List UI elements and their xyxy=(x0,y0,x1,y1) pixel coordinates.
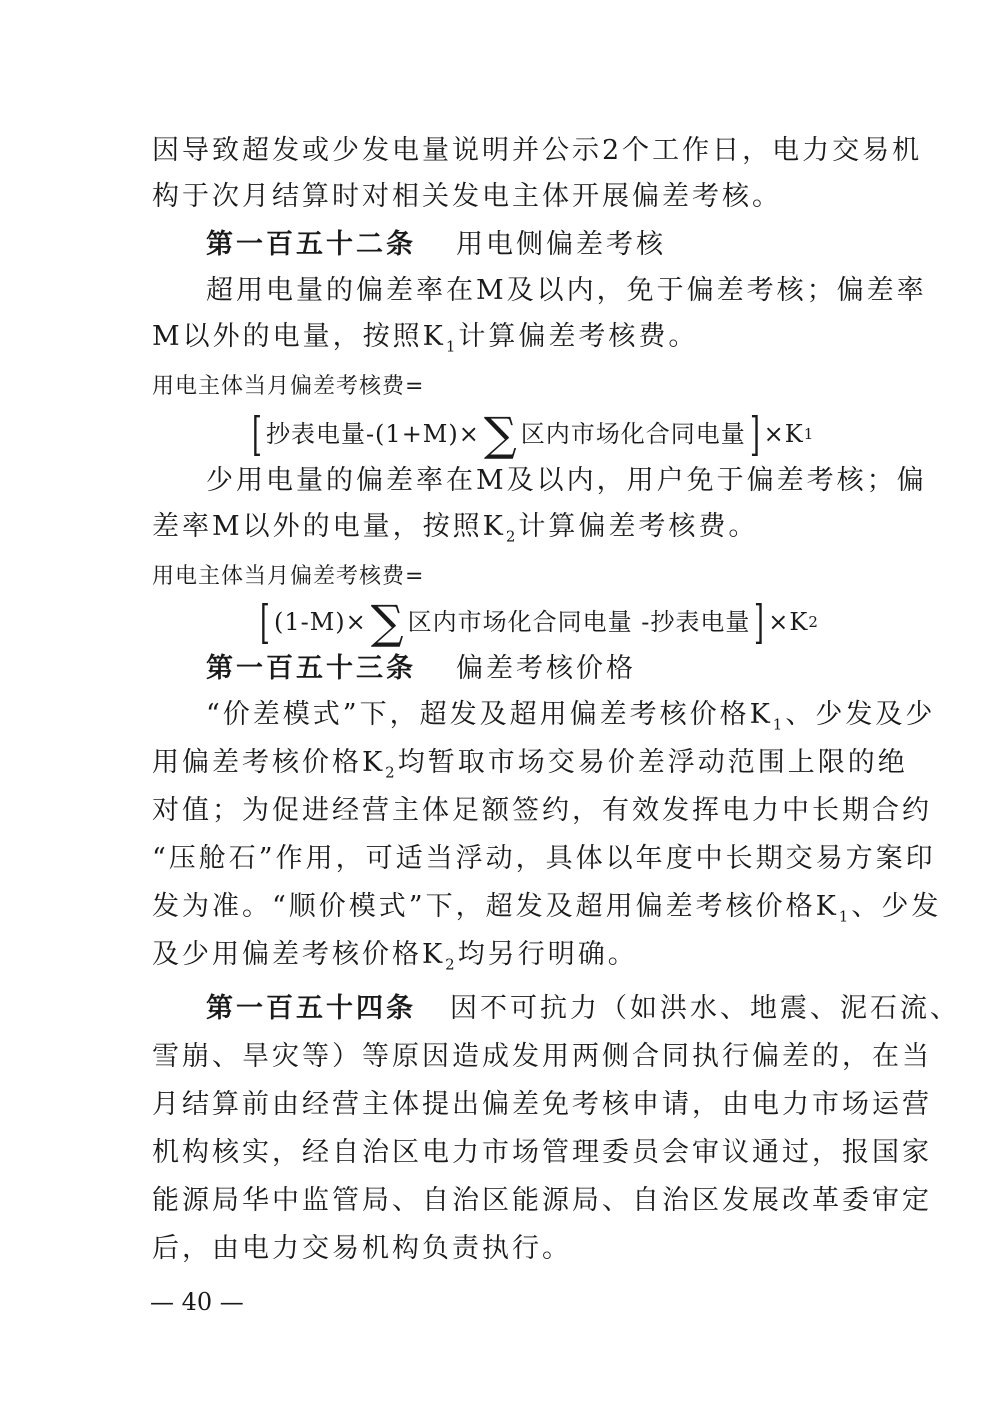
right-bracket: ] xyxy=(754,595,765,649)
text: 及少用偏差考核价格K xyxy=(152,939,446,970)
text: 因导致超发或少发电量说明并公示2个工作日，电力交易机 xyxy=(152,135,923,166)
text: 用电主体当月偏差考核费= xyxy=(152,564,425,589)
subscript: 1 xyxy=(772,715,786,734)
paragraph-line xyxy=(152,932,852,978)
paragraph-line xyxy=(206,268,927,314)
text: 对值；为促进经营主体足额签约，有效发挥电力中长期合约 xyxy=(152,795,932,826)
page-number: — 40 — xyxy=(150,1288,244,1316)
text: 均暂取市场交易价差浮动范围上限的绝 xyxy=(397,747,908,778)
article-heading xyxy=(206,222,852,268)
subscript: 2 xyxy=(385,763,398,782)
formula-1 xyxy=(248,407,814,461)
paragraph-line xyxy=(152,1034,932,1080)
text: 月结算前由经营主体提出偏差免考核申请，由电力市场运营 xyxy=(152,1089,932,1120)
text: 发为准。“顺价模式”下，超发及超用偏差考核价格K xyxy=(152,891,839,922)
text: 因不可抗力（如洪水、地震、泥石流、 xyxy=(450,993,960,1024)
formula-label xyxy=(152,554,752,600)
paragraph-line xyxy=(152,504,852,550)
text: 构于次月结算时对相关发电主体开展偏差考核。 xyxy=(152,181,782,212)
formula-text: 区内市场化合同电量 xyxy=(520,420,746,448)
paragraph-line xyxy=(152,1178,932,1224)
text: 能源局华中监管局、自治区能源局、自治区发展改革委审定 xyxy=(152,1185,932,1216)
formula-label xyxy=(152,364,752,410)
paragraph-line xyxy=(206,458,927,504)
left-bracket: [ xyxy=(252,407,262,461)
paragraph-line xyxy=(152,1130,932,1176)
text: 用偏差考核价格K xyxy=(152,747,386,778)
sum-icon: ∑ xyxy=(483,407,517,461)
paragraph-line xyxy=(152,1082,932,1128)
article-title: 用电侧偏差考核 xyxy=(456,229,666,260)
text: 后，由电力交易机构负责执行。 xyxy=(152,1233,572,1264)
text: 超用电量的偏差率在M及以内，免于偏差考核；偏差率 xyxy=(206,275,927,306)
subscript: 2 xyxy=(445,955,458,974)
formula-text: (1-M)× xyxy=(273,608,367,636)
text: 、少发 xyxy=(851,891,942,922)
text: 机构核实，经自治区电力市场管理委员会审议通过，报国家 xyxy=(152,1137,932,1168)
formula-text: 抄表电量-(1+M)× xyxy=(265,420,480,448)
formula-2 xyxy=(256,595,818,649)
paragraph-line xyxy=(152,788,932,834)
paragraph-line xyxy=(152,314,852,360)
text: 计算偏差考核费。 xyxy=(518,511,759,542)
formula-text: 区内市场化合同电量 -抄表电量 xyxy=(407,608,751,636)
paragraph-line xyxy=(206,692,936,738)
subscript: 1 xyxy=(838,907,852,926)
text: “压舱石”作用，可适当浮动，具体以年度中长期交易方案印 xyxy=(152,843,936,874)
text: 用电主体当月偏差考核费= xyxy=(152,374,425,399)
right-bracket: ] xyxy=(749,407,760,461)
article-number: 第一百五十三条 xyxy=(206,653,416,684)
paragraph-line xyxy=(152,884,942,930)
text: 少用电量的偏差率在M及以内，用户免于偏差考核；偏 xyxy=(206,465,927,496)
article-heading xyxy=(206,986,960,1032)
text: 均另行明确。 xyxy=(457,939,638,970)
text: “价差模式”下，超发及超用偏差考核价格K xyxy=(206,699,773,730)
formula-text: ×K xyxy=(768,608,809,636)
paragraph-line xyxy=(152,740,908,786)
paragraph-line xyxy=(152,1226,852,1272)
left-bracket: [ xyxy=(260,595,270,649)
text: 差率M以外的电量，按照K xyxy=(152,511,506,542)
paragraph-line xyxy=(152,128,923,174)
article-number: 第一百五十四条 xyxy=(206,993,416,1024)
subscript: 2 xyxy=(808,613,818,631)
subscript: 1 xyxy=(445,337,459,356)
text: M以外的电量，按照K xyxy=(152,321,446,352)
article-title: 偏差考核价格 xyxy=(456,653,636,684)
paragraph-line xyxy=(152,174,852,220)
text: 雪崩、旱灾等）等原因造成发用两侧合同执行偏差的，在当 xyxy=(152,1041,932,1072)
subscript: 1 xyxy=(803,425,814,443)
article-heading xyxy=(206,646,852,692)
text: 、少发及少 xyxy=(785,699,936,730)
text: 计算偏差考核费。 xyxy=(458,321,699,352)
sum-icon: ∑ xyxy=(370,595,404,649)
article-number: 第一百五十二条 xyxy=(206,229,416,260)
paragraph-line xyxy=(152,836,936,882)
subscript: 2 xyxy=(505,527,519,546)
formula-text: ×K xyxy=(763,420,804,448)
